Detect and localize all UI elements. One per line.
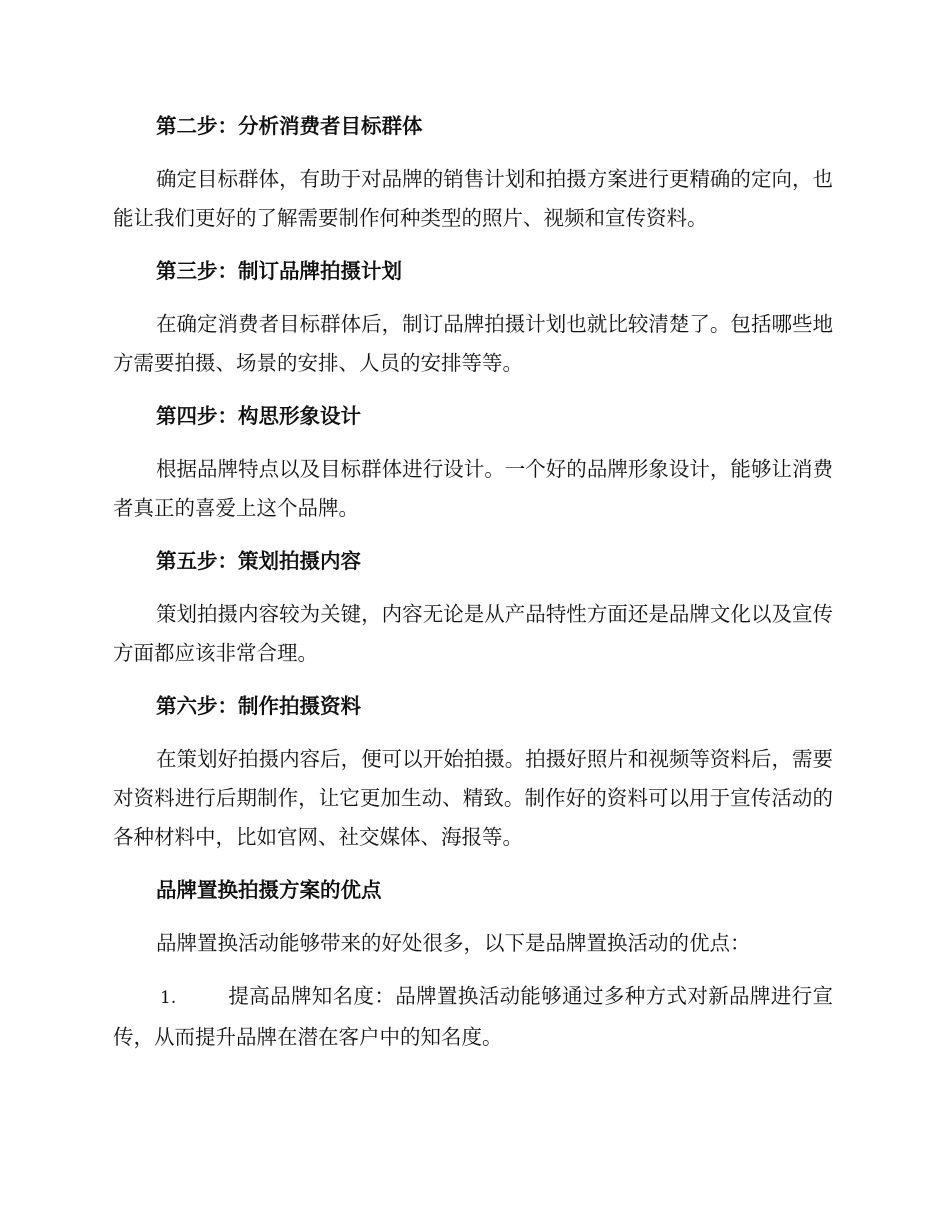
section-heading-step-5: 第五步：策划拍摄内容 bbox=[156, 549, 361, 573]
section-paragraph-step-4: 根据品牌特点以及目标群体进行设计。一个好的品牌形象设计，能够让消费者真正的喜爱上这个品牌。 bbox=[113, 457, 833, 520]
list-item-number: 1. bbox=[160, 988, 177, 1008]
list-item-text: 提高品牌知名度：品牌置换活动能够通过多种方式对新品牌进行宣传，从而提升品牌在潜在客户中的知名度。 bbox=[113, 984, 833, 1049]
document-body bbox=[113, 107, 833, 1071]
section-heading-step-3: 第三步：制订品牌拍摄计划 bbox=[156, 259, 402, 283]
section-paragraph-step-2: 确定目标群体，有助于对品牌的销售计划和拍摄方案进行更精确的定向，也能让我们更好的了解需要制作何种类型的照片、视频和宣传资料。 bbox=[113, 167, 833, 230]
section-paragraph-step-6: 在策划好拍摄内容后，便可以开始拍摄。拍摄好照片和视频等资料后，需要对资料进行后期制作，让它更加生动、精致。制作好的资料可以用于宣传活动的各种材料中，比如官网、社交媒体、海报等。 bbox=[113, 747, 833, 849]
section-paragraph-step-3: 在确定消费者目标群体后，制订品牌拍摄计划也就比较清楚了。包括哪些地方需要拍摄、场景的安排、人员的安排等等。 bbox=[113, 312, 833, 375]
section-heading-step-6: 第六步：制作拍摄资料 bbox=[156, 694, 361, 718]
section-heading-step-4: 第四步：构思形象设计 bbox=[156, 404, 361, 428]
section-heading-step-2: 第二步：分析消费者目标群体 bbox=[156, 114, 423, 138]
advantages-heading: 品牌置换拍摄方案的优点 bbox=[156, 878, 382, 902]
list-item bbox=[113, 977, 833, 1057]
advantages-intro: 品牌置换活动能够带来的好处很多，以下是品牌置换活动的优点： bbox=[156, 931, 751, 955]
section-paragraph-step-5: 策划拍摄内容较为关键，内容无论是从产品特性方面还是品牌文化以及宣传方面都应该非常合理。 bbox=[113, 602, 833, 665]
